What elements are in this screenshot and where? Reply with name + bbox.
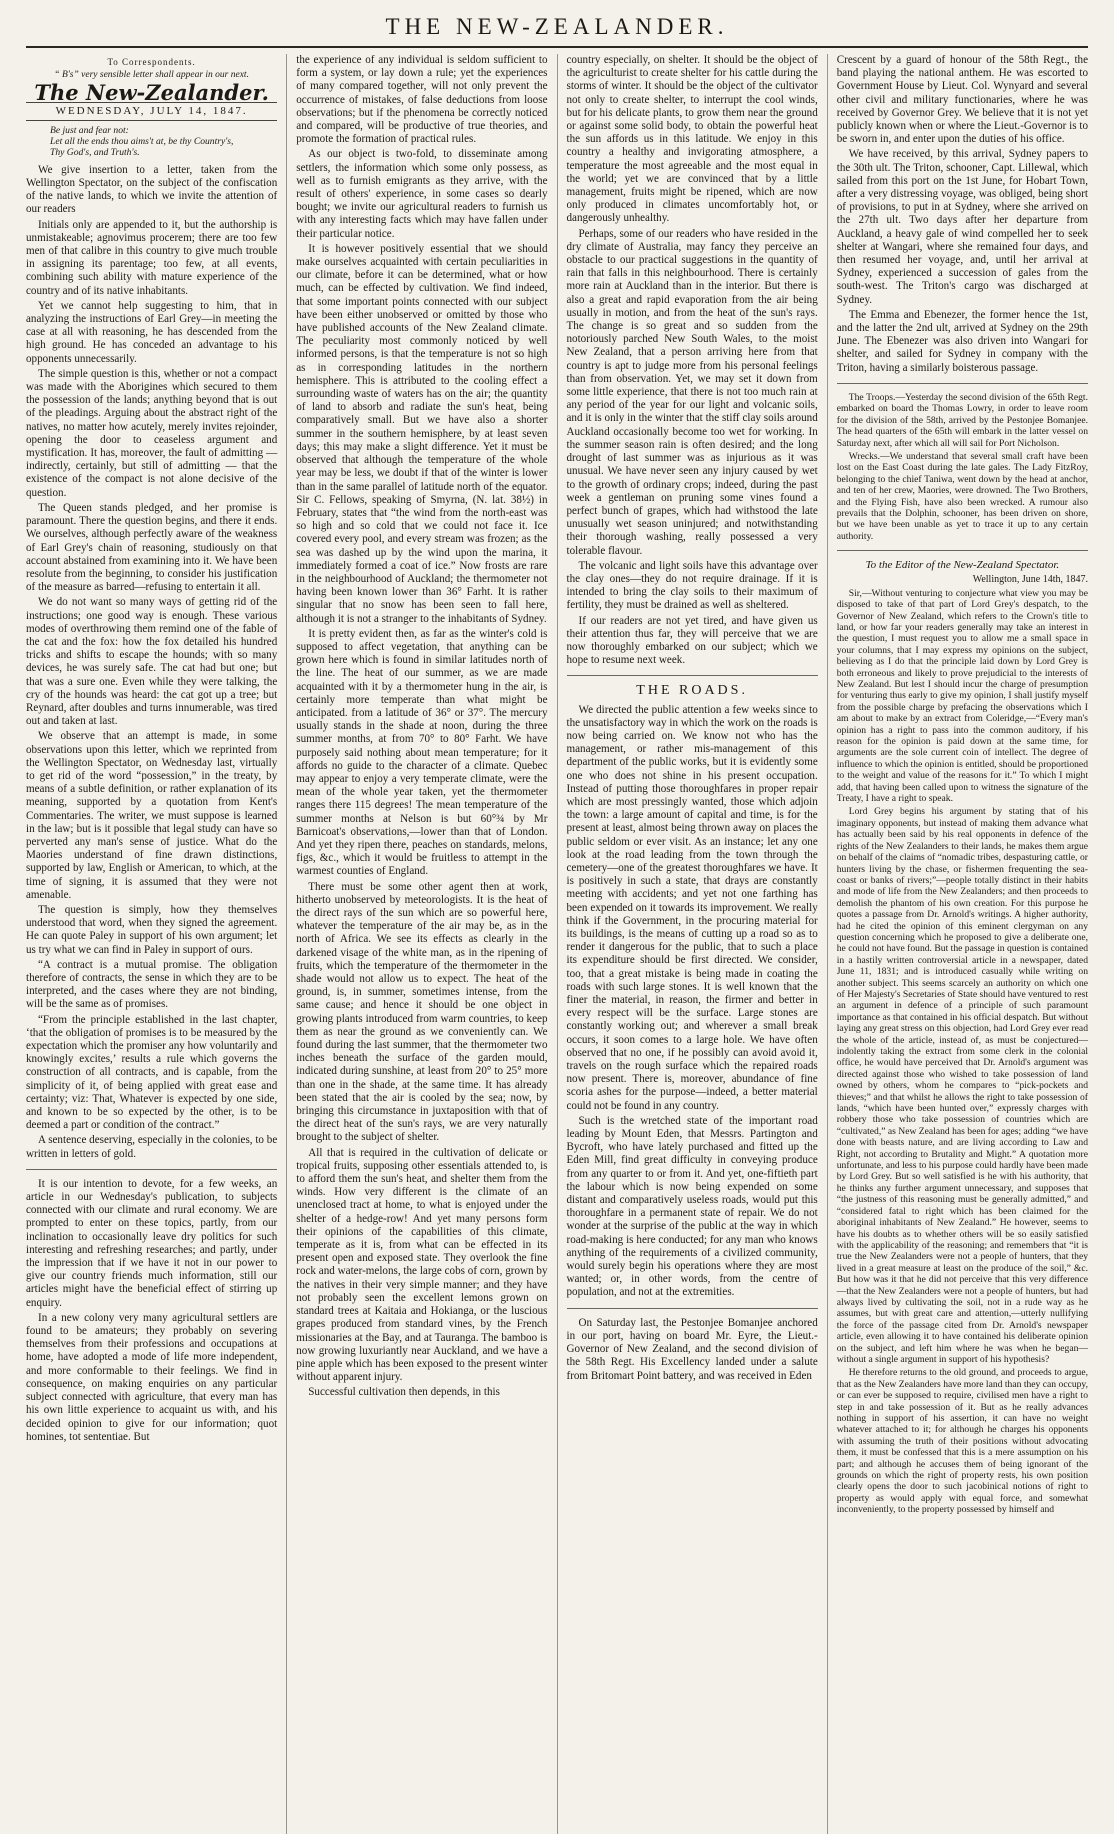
- article-paragraph: We give insertion to a letter, taken from the Wellington Spectator, on the subject of the confiscation of the native lands, to which we invite the attention of our readers: [26, 163, 278, 216]
- article-paragraph: It is pretty evident then, as far as the winter's cold is supposed to affect vegetation, that anything can be grown here which is found in similar latitudes north of the line. The heat of our summer, as we are made acquainted with it by a thermometer hung in the air, is certainly more temperate than what might be anticipated. from a latitude of 36° or 37°. The mercury usually stands in the shade at noon, during the three summer months, at from 70° to 80° Farht. We have purposely said nothing about mean temperature; for it affords no guide to the character of a climate. Quebec may appear to enjoy a very temperate climate, were the mean of the whole year taken, yet the thermometer ranges there 115 degrees! The mean temperature of the summer months at Nelson is but 60°¾ by Mr Barnicoat's observations,—lower than that of London. And yet they ripen there, peaches on standards, melons, figs, &c., which it would be fruitless to attempt in the warmest counties of England.: [296, 627, 548, 878]
- article-paragraph: Perhaps, some of our readers who have resided in the dry climate of Australia, may fancy they perceive an obstacle to our practical suggestions in the quantity of rain that falls in this neighbourhood. There is certainly more rain at Auckland than in the interior. But there is also a great and rapid evaporation from the air being usually in motion, and from the heat of the sun's rays. The change is so great and so sudden from the notoriously parched New South Wales, to the moist New Zealand, that a person arriving here from that country is apt to judge more from his personal feelings than from observation. Yet, we may set it down from some little experience, that there is not too much rain at any period of the year for our light and volcanic soils, and it is only in the winter that the stiff clay soils around Auckland occasionally become too wet for working. In the summer season rain is often desired; and the long drought of last summer was as injurious as it was unusual. We have never seen any injury caused by wet to the growth of ordinary crops; indeed, during the past week a gentleman on pruning some vines found a perfect bunch of grapes, which had withstood the late unusually wet season uninjured; and notwithstanding their thorough washing, really possessed a very tolerable flavour.: [566, 227, 818, 557]
- column-3: [557, 54, 827, 1834]
- motto-line: Let all the ends thou aims't at, be thy Country's,: [50, 135, 234, 147]
- article-paragraph: “From the principle established in the last chapter, ‘that the obligation of promises is to be measured by the expectation which the promiser any how voluntarily and knowingly excites,’ results a rule which governs the construction of all contracts, and is capable, from the simplicity of it, of being applied with great ease and certainty; viz: That, Whatever is expected by one side, and known to be so expected by the other, is to be deemed a part or condition of the contract.”: [26, 1013, 278, 1132]
- article-paragraph: On Saturday last, the Pestonjee Bomanjee anchored in our port, having on board Mr. Eyre, the Lieut.-Governor of New Zealand, and the second division of the 58th Regt. His Excellency landed under a salute from Britomart Point battery, and was received in Eden: [566, 1316, 818, 1382]
- section-divider: [837, 383, 1088, 384]
- article-paragraph: The volcanic and light soils have this advantage over the clay ones—they do not require drainage. If it is intended to bring the clay soils to their maximum of fertility, they must be drained as well as sheltered.: [566, 559, 818, 612]
- section-divider: [567, 1308, 818, 1309]
- article-paragraph: It is our intention to devote, for a few weeks, an article in our Wednesday's publication, to subjects connected with our climate and rural economy. We are prompted to enter on these topics, partly, from our inclination to occasionally leave dry politics for such interesting and refreshing researches; and partly, under the impression that if we have it not in our power to give our country friends much information, still our articles might have the beneficial effect of stirring up enquiry.: [26, 1177, 278, 1309]
- news-item-wrecks: Wrecks.—We understand that several small craft have been lost on the East Coast during the late gales. The Lady FitzRoy, belonging to the chief Taniwa, went down by the head at anchor, and ten of her crew, Maories, were drowned. The Two Brothers, and the Flying Fish, have also been wrecked. A rumour also prevails that the Dolphin, schooner, has been driven on shore, but we have been unable as yet to trace it up to any certain authority.: [836, 450, 1088, 542]
- letter-date: Wellington, June 14th, 1847.: [972, 574, 1088, 586]
- correspondents-note: “ B's” very sensible letter shall appear in our next.: [54, 70, 249, 81]
- columns: [26, 54, 1088, 1834]
- article-paragraph: We have received, by this arrival, Sydney papers to the 30th ult. The Triton, schooner, Capt. Lillewal, which sailed from this port on the 1st June, for Hobart Town, after a very distressing voyage, was obliged, being short of provisions, to put in at Sydney, where she arrived on the 27th ult. Two days after her departure from Auckland, a heavy gale of wind compelled her to seek shelter at Wangari, where she remained four days, and then resumed her voyage, and, until her arrival at Sydney, experienced a succession of gales from the south-west. The Triton's cargo was discharged at Sydney.: [836, 148, 1088, 306]
- motto: [26, 125, 277, 158]
- article-paragraph: the experience of any individual is seldom sufficient to form a system, or lay down a rule; yet the experiences of many compared together, will not only prevent the occurrence of mistakes, of false deductions from loose observations; but if the phenomena be correctly noticed and compared, will be productive of true theories, and promote the formation of practical rules.: [296, 54, 548, 146]
- masthead-title: THE NEW-ZEALANDER.: [26, 14, 1088, 48]
- article-paragraph: Initials only are appended to it, but the authorship is unmistakeable; agnovimus procerem; there are too few men of that calibre in this country to give much trouble in assigning its parentage; too few, at all events, combining such ability with mature experience of the country and of its native inhabitants.: [26, 218, 278, 297]
- column-4: [827, 54, 1088, 1834]
- paper-name: The New-Zealander.: [34, 80, 269, 106]
- article-paragraph: Such is the wretched state of the important road leading by Mount Eden, that Messrs. Partington and Bycroft, who have lately purchased and fitted up the Eden Mill, find great difficulty in conveying produce from any quarter to or from it. And yet, one-fiftieth part the labour which is now being expended on some distant and comparatively useless roads, would put this thoroughfare in a permanent state of repair. We do not wonder at the surprise of the public at the way in which road-making is here conducted; for any man who knows anything of the requirements of a civilized community, would surely begin his operations where they are most wanted; or, in other words, from the centre of population, and not at the extremities.: [566, 1114, 818, 1299]
- article-paragraph: All that is required in the cultivation of delicate or tropical fruits, supposing other essentials attended to, is to afford them the sun's heat, and shelter them from the winds. How very different is the climate of an unenclosed tract at home, to what is enjoyed under the shelter of a hedge-row! And yet many persons form their opinions of the capabilities of this climate, temperate as it is, from what can be effected in its present open and exposed state. They overlook the fine rock and water-melons, the large cobs of corn, grown by the natives in their very simple manner; and they have not probably seen the excellent lemons grown on standard trees at Kaitaia and Hokianga, or the luscious grapes produced from standard vines, by the French missionaries at the Bay, and at Tauranga. The bamboo is now growing luxuriantly near Auckland, and we have a pine apple which has been exposed to the present winter without apparent injury.: [296, 1146, 548, 1384]
- dateline: WEDNESDAY, JULY 14, 1847.: [26, 102, 277, 121]
- article-paragraph: We observe that an attempt is made, in some observations upon this letter, which we reprinted from the Wellington Spectator, on Wednesday last, virtually to get rid of the word “possession,” in the treaty, by means of a subtle definition, or rather explanation of its meaning, supported by a quotation from Kent's Commentaries. The writer, we must suppose is learned in the law; but is it possible that legal study can have so perverted any man's sense of justice. What do the Maories understand of fine drawn distinctions, supported by law, English or American, to which, at the time of signing, it is assumed that they were not amenable.: [26, 730, 278, 901]
- article-paragraph: Crescent by a guard of honour of the 58th Regt., the band playing the national anthem. He was escorted to Government House by Lieut. Col. Wynyard and several other civil and military functionaries, where he was received by Governor Grey. We believe that it is not yet publicly known when or where the Lieut.-Governor is to be sworn in, and enter upon the duties of his office.: [836, 54, 1088, 146]
- article-paragraph: country especially, on shelter. It should be the object of the agriculturist to create shelter for his cattle during the storms of winter. It should be the object of the cultivator not only to create shelter, to interrupt the cool winds, but for his delicate plants, to grow them near the ground or against some solid body, to obtain the powerful heat the sun affords us in this latitude. We enjoy in this country a healthy and invigorating atmosphere, a temperature the most agreeable and the most equal in the world; yet we are convinced that by a little management, fruits might be ripened, which are now only produced in climates uncomfortably hot, or dangerously unhealthy.: [566, 54, 818, 225]
- article-paragraph: It is however positively essential that we should make ourselves acquainted with certain peculiarities in our climate, before it can be determined, what or how much, can be effected by cultivation. We find indeed, that some important points connected with our subject have been either unobserved or omitted by those who have published accounts of the New Zealand climate. The peculiarity most commonly noticed by well informed persons, is that the temperature is not so high as in corresponding latitudes in the northern hemisphere. This is attributed to the cooling effect a surrounding waste of waters has on the air; the quantity of land to absorb and radiate the sun's heat, being comparatively small. But we have also a shorter summer in the southern hemisphere, by at least seven days; this may make a slight difference. Yet it must be observed that although the temperature of the whole year may be less, we doubt if that of the winter is lower than in the same parallel of latitude north of the equator. Sir C. Fellows, speaking of Smyrna, (N. lat. 38½) in February, states that “the wind from the north-east was so high and so cold that we could not face it. Ice covered every pool, and every stream was frozen; as the sea was dashed up by the wind upon the marina, it immediately formed a coat of ice.” Now frosts are rare in the neighbourhood of Auckland; the thermometer not having been known lower than 36° Farht. It is rather singular that no snow has been seen to fall here, although it is not a stranger to the inhabitants of Sydney.: [296, 242, 548, 625]
- article-paragraph: Yet we cannot help suggesting to him, that in analyzing the instructions of Earl Grey—in meeting the case at all with reasoning, he has descended from the high ground. He has conceded an advantage to his opponents unnecessarily.: [26, 299, 278, 365]
- motto-line: Be just and fear not:: [50, 124, 129, 136]
- article-paragraph: The simple question is this, whether or not a compact was made with the Aborigines which secured to them the possession of the lands; anything beyond that is out of the pleadings. Arguing about the abstract right of the natives, no matter how acutely, merely invites rejoinder, opening the door to ceaseless argument and mystification. It has, moreover, the fault of admitting — indirectly, certainly, but still of admitting — that the existence of the compact is not alone decisive of the question.: [26, 367, 278, 499]
- article-paragraph: As our object is two-fold, to disseminate among settlers, the information which some only possess, as well as to furnish emigrants as they arrive, with the result of others' experience, in some cases so dearly bought; we invite our agricultural readers to furnish us with any interesting facts which may have fallen under their particular notice.: [296, 148, 548, 240]
- article-paragraph: The Emma and Ebenezer, the former hence the 1st, and the latter the 2nd ult, arrived at Sydney on the 29th June. The Ebenezer was also driven into Wangari for shelter, and sailed for Sydney in company with the Triton, having a similarly boisterous passage.: [836, 308, 1088, 374]
- section-divider: [837, 550, 1088, 551]
- article-paragraph: A sentence deserving, especially in the colonies, to be written in letters of gold.: [26, 1134, 278, 1160]
- letter-paragraph: Sir,—Without venturing to conjecture what view you may be disposed to take of that part of Lord Grey's despatch, to the Governor of New Zealand, which refers to the Crown's title to land, or how far your readers generally may take an interest in the question, I must request you to allow me a small space in your columns, that I may express my opinions on the subject, believing as I do that the principle laid down by Lord Grey is both erroneous and likely to prove prejudicial to the interests of New Zealand. But lest I should incur the charge of presumption for venturing thus early to give my opinion, I shall justify myself from the possible charge by prefacing the observations which I am about to make by an extract from Coleridge,—“Every man's opinion has a right to pass into the common auditory, if his reason for the opinion is paid down at the same time, for arguments are the sole current coin of intellect. The degree of influence to which the opinion is entitled, should be proportioned to the weight and value of the reasons for it.” To which I might add, that having been called upon to witness the signature of the Treaty, I have a right to speak.: [836, 587, 1088, 805]
- roads-heading: THE ROADS.: [636, 683, 748, 699]
- article-paragraph: The question is simply, how they themselves understood that word, when they signed the agreement. He can quote Paley in support of his own argument; let us try what we can find in Paley in support of ours.: [26, 903, 278, 956]
- letter-paragraph: Lord Grey begins his argument by stating that of his imaginary opponents, but instead of making them advance what has actually been said by his real opponents in defence of the rights of the New Zealanders to their lands, he makes them argue on behalf of the claims of “nomadic tribes, despasturing cattle, or hunters living by the chase, or fishermen frequenting the sea-coast or banks of rivers;”—people totally distinct in their habits and mode of life from the New Zealanders; and then proceeds to demolish the phantom of his own creation. For this purpose he quotes a passage from Dr. Arnold's writings. A higher authority, had he cited the opinion of this eminent clergyman on any question concerning which he proposed to give a deliberate one, he could not have found. But the passage in question is contained in a hastily written controversial article in a newspaper, dated June 11, 1831; and is introduced casually while writing on another subject. This seems scarcely an authority on which one of Her Majesty's Secretaries of State should have ventured to rest an argument in defence of a principle of such paramount importance as that contained in his official despatch. But without laying any great stress on this objection, had Lord Grey ever read the whole of the article, instead of, as must be conjectured—indolently taking the extract from some clerk in the colonial office, he would have perceived that Dr. Arnold's argument was directed against those who wished to take possession of land owned by others, whom he compares to “pick-pockets and thieves;” and that whilst he allows the right to take possession of lands, “which have been hunted over,” expressly charges with robbery those who take possession of countries which are “cultivated,” as New Zealand has been for ages; adding “we have done with beasts nature, and are living according to Law and Right, not according to Brutality and Might.” A quotation more unfortunate, and less to his purpose could hardly have been made by Lord Grey. But so well satisfied is he with his authority, that he thinks any further argument unnecessary, and supposes that “the justness of this reasoning must be generally admitted,” and “considered fatal to right which has been claimed for the aboriginal inhabitants of New Zealand.” He however, seems to have his doubts as to whether others will be so easily satisfied with the applicability of the reasoning; and remembers that “it is true the New Zealanders were not a people of hunters, that they lived in a great measure at least on the produce of the soil,” &c. But how was it that he did not perceive that this very difference—that the New Zealanders were not a people of hunters, but had always lived by cultivating the soil, not in a rude way as he assumes, but with great care and attention,—utterly nullifying the force of the passage cited from Dr. Arnold's newspaper article, even allowing it to have contained his deliberate opinion on the subject, and left him where he was when he began—without a single argument in support of his hypothesis?: [836, 806, 1088, 1365]
- article-paragraph: There must be some other agent then at work, hitherto unobserved by meteorologists. It is the heat of the direct rays of the sun which are so powerful here, whatever the temperature of the air may be, as in the north of Africa. We see its effects as clearly in the darkened visage of the white man, as in the ripening of fruits, which the temperature of the thermometer in the shade would not allow us to expect. The heat of the ground, is, in summer, sometimes intense, from the same cause; and hence it should be one object in growing plants introduced from warm countries, to keep them as near the ground as we conveniently can. We found during the last summer, that the thermometer two inches beneath the surface of the garden mould, indicated during sunshine, at least from 20° to 25° more than one in the shade, at the same time. It has already been stated that the air is cooled by the sea; now, by bringing this circumstance in juxtaposition with that of the direct heat of the sun's rays, we are very naturally brought to the subject of shelter.: [296, 880, 548, 1144]
- column-2: [286, 54, 556, 1834]
- motto-line: Thy God's, and Truth's.: [50, 146, 140, 158]
- article-paragraph: The Queen stands pledged, and her promise is paramount. There the question begins, and there it ends. We ourselves, although perfectly aware of the weakness of Earl Grey's chain of reasoning, studiously on that account abstained from examining into it. We have been resolute from the beginning, to consider his justification of the measure as barred—refusing to entertain it all.: [26, 501, 278, 594]
- article-paragraph: If our readers are not yet tired, and have given us their attention thus far, they will perceive that we are now thoroughly embarked on our subject; which we hope to resume next week.: [566, 614, 818, 667]
- article-paragraph: We directed the public attention a few weeks since to the unsatisfactory way in which the work on the roads is now being carried on. We know not who has the management, or rather mis-management of this department of the public works, but it is evidently some one who does not shine in his present occupation. Instead of putting those thoroughfares in proper repair which are most pressingly wanted, those which adjoin the town: a large amount of capital and time, is for the present at least, almost being thrown away on places the public seldom or ever visit. As an instance; let any one look at the road leading from the town through the cemetery—one of the greatest thoroughfares we have. It is positively in such a state, that drays are constantly meeting with accidents; and yet not one farthing has been expended on it towards its improvement. We really think if the Government, in the procuring material for its buildings, is the means of cutting up a road so as to render it dangerous for the public, that to such a place its expenditure should be first directed. We consider, too, that a great mistake is being made in coating the roads with such large stones. It is well known that the finer the material, in reason, the firmer and better in every respect will be the surface. Large stones are constantly working out; and wherever a small break occurs, it soon comes to a large hole. We have often observed that no one, if he possibly can avoid avoid it, travels on the rough surface which the repaired roads now present. There is, moreover, abundance of fine scoria ashes for the purpose—indeed, a better material could not be found in any country.: [566, 703, 818, 1112]
- letter-heading: To the Editor of the New-Zealand Spectator.: [865, 559, 1060, 572]
- article-paragraph: “A contract is a mutual promise. The obligation therefore of contracts, the sense in which they are to be interpreted, and the cases where they are not binding, will be the same as of promises.: [26, 958, 278, 1011]
- section-divider: [567, 675, 818, 676]
- article-paragraph: Successful cultivation then depends, in this: [308, 1386, 500, 1399]
- news-item-troops: The Troops.—Yesterday the second division of the 65th Regt. embarked on board the Thomas Lowry, in order to leave room for the division of the 58th, arrived by the Pestonjee Bomanjee. The head quarters of the 65th will embark in the latter vessel on Saturday next, after which all will sail for Port Nicholson.: [836, 391, 1088, 449]
- letter-paragraph: He therefore returns to the old ground, and proceeds to argue, that as the New Zealanders have more land than they can occupy, or can ever be supposed to require, civilised men have a right to step in and take possession of it. But as he really advances nothing in support of his assertion, it can have no weight whatever attached to it; for although he charges his opponents with assuming the truth of their positions without advocating them, it must be confessed that this is a mere assumption on his part; and although he accuses them of being ignorant of the grounds on which the right of property rests, his own position clearly opens the door to such jacobinical notions of right to property as would apply with equal force, and somewhat inconveniently, to the property possessed by himself and: [836, 1367, 1088, 1516]
- section-divider: [26, 1169, 277, 1170]
- article-paragraph: We do not want so many ways of getting rid of the instructions; one good way is enough. These various modes of overthrowing them remind one of the fable of the cat and the fox: how the fox detailed his hundred tricks and shifts to escape the hounds; with so many devices, he was surely safe. The cat had but one; but that was a sure one. Even while they were talking, the cry of the hounds was heard: the cat got up a tree; but Reynard, after doubles and turns innumerable, was tired out and taken at last.: [26, 596, 278, 728]
- article-paragraph: In a new colony very many agricultural settlers are found to be amateurs; they probably on severing themselves from their professions and occupations at home, have adopted a mode of life more independent, and more conformable to their feelings. We find in consequence, on making enquiries on any particular subject connected with agriculture, that every man has his own little experience to acquaint us with, and his decided opinion to give for our information; quot homines, tot sententiae. But: [26, 1311, 278, 1443]
- column-1: [26, 54, 286, 1834]
- correspondents-heading: To Correspondents.: [107, 57, 196, 67]
